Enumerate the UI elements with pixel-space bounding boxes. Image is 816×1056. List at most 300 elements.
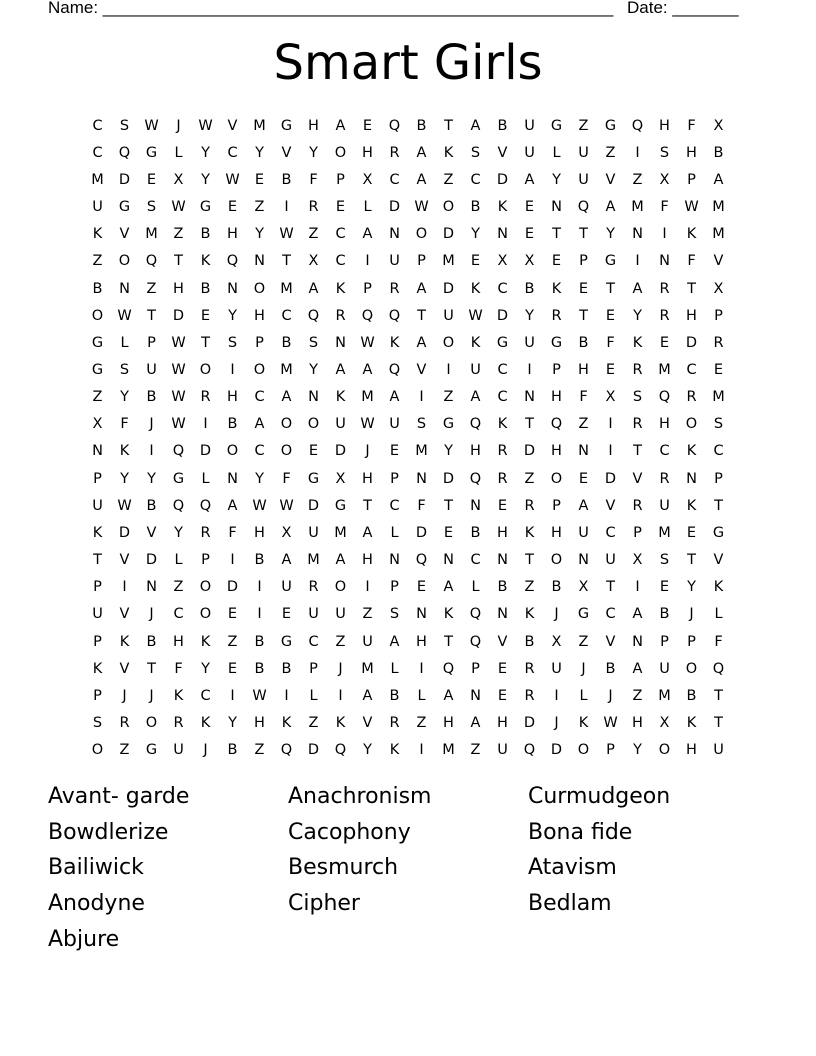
grid-letter[interactable]: G <box>712 524 725 541</box>
grid-letter[interactable]: M <box>442 253 455 270</box>
grid-letter[interactable]: K <box>119 633 130 650</box>
grid-letter[interactable]: E <box>362 117 373 134</box>
grid-letter[interactable]: W <box>252 687 267 704</box>
grid-letter[interactable]: Z <box>632 687 643 704</box>
grid-letter[interactable]: P <box>687 171 696 188</box>
grid-letter[interactable]: T <box>444 633 453 650</box>
grid-letter[interactable]: W <box>171 361 186 378</box>
grid-letter[interactable]: V <box>119 226 130 243</box>
grid-letter[interactable]: U <box>659 660 670 677</box>
grid-letter[interactable]: D <box>307 742 320 759</box>
grid-letter[interactable]: C <box>713 443 724 460</box>
grid-letter[interactable]: K <box>578 715 589 732</box>
grid-letter[interactable]: I <box>230 687 235 704</box>
grid-letter[interactable]: A <box>335 361 346 378</box>
grid-letter[interactable]: I <box>365 253 370 270</box>
grid-letter[interactable]: R <box>497 443 508 460</box>
grid-letter[interactable]: C <box>497 361 508 378</box>
grid-letter[interactable]: P <box>390 579 399 596</box>
grid-letter[interactable]: X <box>659 171 670 188</box>
grid-letter[interactable]: E <box>335 199 346 216</box>
grid-letter[interactable]: T <box>147 307 156 324</box>
grid-letter[interactable]: I <box>554 687 559 704</box>
grid-letter[interactable]: K <box>551 280 562 297</box>
grid-letter[interactable]: D <box>307 497 320 514</box>
grid-letter[interactable]: E <box>227 199 238 216</box>
grid-letter[interactable]: O <box>685 660 698 677</box>
grid-letter[interactable]: H <box>551 443 562 460</box>
grid-letter[interactable]: M <box>712 199 725 216</box>
grid-letter[interactable]: O <box>91 742 104 759</box>
grid-letter[interactable]: U <box>497 742 508 759</box>
grid-letter[interactable]: L <box>120 334 129 351</box>
grid-letter[interactable]: U <box>308 606 319 623</box>
grid-letter[interactable]: I <box>284 199 289 216</box>
grid-letter[interactable]: H <box>551 389 562 406</box>
grid-letter[interactable]: M <box>307 552 320 569</box>
grid-letter[interactable]: F <box>579 389 588 406</box>
grid-letter[interactable]: R <box>389 280 400 297</box>
grid-letter[interactable]: B <box>281 334 292 351</box>
grid-letter[interactable]: Z <box>578 633 589 650</box>
grid-letter[interactable]: L <box>174 552 183 569</box>
grid-letter[interactable]: N <box>389 552 400 569</box>
grid-letter[interactable]: T <box>714 497 723 514</box>
grid-letter[interactable]: N <box>497 552 508 569</box>
grid-letter[interactable]: P <box>363 280 372 297</box>
grid-letter[interactable]: A <box>632 606 643 623</box>
grid-letter[interactable]: Z <box>119 742 130 759</box>
grid-letter[interactable]: U <box>281 579 292 596</box>
grid-letter[interactable]: Y <box>201 144 210 161</box>
grid-letter[interactable]: P <box>93 633 102 650</box>
grid-letter[interactable]: J <box>149 606 154 623</box>
grid-letter[interactable]: K <box>335 389 346 406</box>
grid-letter[interactable]: J <box>203 742 208 759</box>
grid-letter[interactable]: L <box>363 199 372 216</box>
grid-letter[interactable]: O <box>442 199 455 216</box>
grid-letter[interactable]: Y <box>201 171 210 188</box>
grid-letter[interactable]: B <box>281 171 292 188</box>
grid-letter[interactable]: J <box>122 687 127 704</box>
grid-letter[interactable]: S <box>632 389 643 406</box>
grid-letter[interactable]: T <box>93 552 102 569</box>
grid-letter[interactable]: Z <box>416 715 427 732</box>
grid-letter[interactable]: U <box>578 171 589 188</box>
grid-letter[interactable]: O <box>442 334 455 351</box>
grid-letter[interactable]: S <box>227 334 238 351</box>
grid-letter[interactable]: O <box>307 416 320 433</box>
grid-letter[interactable]: I <box>446 361 451 378</box>
grid-letter[interactable]: P <box>255 334 264 351</box>
grid-letter[interactable]: T <box>174 253 183 270</box>
grid-letter[interactable]: B <box>470 199 481 216</box>
grid-letter[interactable]: R <box>200 389 211 406</box>
grid-letter[interactable]: U <box>92 199 103 216</box>
grid-letter[interactable]: R <box>497 470 508 487</box>
grid-letter[interactable]: K <box>686 443 697 460</box>
grid-letter[interactable]: C <box>686 361 697 378</box>
grid-letter[interactable]: J <box>608 687 613 704</box>
grid-letter[interactable]: N <box>416 606 427 623</box>
grid-letter[interactable]: A <box>632 660 643 677</box>
grid-letter[interactable]: M <box>253 117 266 134</box>
grid-letter[interactable]: Z <box>443 389 454 406</box>
grid-letter[interactable]: O <box>658 742 671 759</box>
grid-letter[interactable]: P <box>147 334 156 351</box>
grid-letter[interactable]: E <box>578 470 589 487</box>
grid-letter[interactable]: E <box>200 307 211 324</box>
grid-letter[interactable]: U <box>173 742 184 759</box>
grid-letter[interactable]: Y <box>471 226 480 243</box>
grid-letter[interactable]: K <box>200 715 211 732</box>
grid-letter[interactable]: K <box>389 334 400 351</box>
grid-letter[interactable]: I <box>122 579 127 596</box>
grid-letter[interactable]: K <box>200 633 211 650</box>
grid-letter[interactable]: Z <box>173 226 184 243</box>
grid-letter[interactable]: W <box>414 199 429 216</box>
grid-letter[interactable]: W <box>117 307 132 324</box>
grid-letter[interactable]: V <box>119 552 130 569</box>
grid-letter[interactable]: B <box>551 579 562 596</box>
grid-letter[interactable]: K <box>524 606 535 623</box>
grid-letter[interactable]: B <box>146 389 157 406</box>
grid-letter[interactable]: U <box>524 334 535 351</box>
grid-letter[interactable]: I <box>635 253 640 270</box>
grid-letter[interactable]: K <box>92 524 103 541</box>
grid-letter[interactable]: N <box>551 199 562 216</box>
grid-letter[interactable]: P <box>552 497 561 514</box>
grid-letter[interactable]: T <box>147 660 156 677</box>
grid-letter[interactable]: L <box>174 144 183 161</box>
grid-letter[interactable]: V <box>605 171 616 188</box>
grid-letter[interactable]: B <box>227 416 238 433</box>
grid-letter[interactable]: K <box>119 443 130 460</box>
grid-letter[interactable]: D <box>604 470 617 487</box>
grid-letter[interactable]: Q <box>550 416 563 433</box>
grid-letter[interactable]: Z <box>173 579 184 596</box>
grid-letter[interactable]: U <box>335 416 346 433</box>
grid-letter[interactable]: W <box>279 226 294 243</box>
grid-letter[interactable]: H <box>497 524 508 541</box>
grid-letter[interactable]: Y <box>174 524 183 541</box>
grid-letter[interactable]: O <box>226 443 239 460</box>
grid-letter[interactable]: N <box>497 226 508 243</box>
grid-letter[interactable]: C <box>92 117 103 134</box>
grid-letter[interactable]: R <box>632 416 643 433</box>
grid-letter[interactable]: I <box>608 416 613 433</box>
grid-letter[interactable]: C <box>335 253 346 270</box>
grid-letter[interactable]: M <box>631 199 644 216</box>
grid-letter[interactable]: D <box>199 443 212 460</box>
grid-letter[interactable]: H <box>173 633 184 650</box>
grid-letter[interactable]: Z <box>254 199 265 216</box>
grid-letter[interactable]: O <box>577 742 590 759</box>
grid-letter[interactable]: H <box>362 470 373 487</box>
grid-letter[interactable]: D <box>388 199 401 216</box>
grid-letter[interactable]: E <box>551 253 562 270</box>
grid-letter[interactable]: K <box>173 687 184 704</box>
grid-letter[interactable]: E <box>227 606 238 623</box>
grid-letter[interactable]: V <box>632 470 643 487</box>
grid-letter[interactable]: Z <box>524 579 535 596</box>
grid-letter[interactable]: C <box>497 389 508 406</box>
grid-letter[interactable]: E <box>659 334 670 351</box>
grid-letter[interactable]: I <box>662 226 667 243</box>
grid-letter[interactable]: Z <box>470 742 481 759</box>
grid-letter[interactable]: A <box>362 687 373 704</box>
grid-letter[interactable]: D <box>145 552 158 569</box>
grid-letter[interactable]: H <box>254 524 265 541</box>
grid-letter[interactable]: F <box>282 470 291 487</box>
grid-letter[interactable]: M <box>361 660 374 677</box>
grid-letter[interactable]: J <box>176 117 181 134</box>
grid-letter[interactable]: Y <box>633 307 642 324</box>
grid-letter[interactable]: R <box>335 307 346 324</box>
grid-letter[interactable]: S <box>470 144 481 161</box>
grid-letter[interactable]: X <box>659 715 670 732</box>
grid-letter[interactable]: E <box>578 280 589 297</box>
grid-letter[interactable]: R <box>551 307 562 324</box>
grid-letter[interactable]: Z <box>362 606 373 623</box>
grid-letter[interactable]: O <box>334 579 347 596</box>
grid-letter[interactable]: D <box>442 226 455 243</box>
grid-letter[interactable]: O <box>550 470 563 487</box>
grid-letter[interactable]: S <box>92 715 103 732</box>
grid-letter[interactable]: X <box>605 389 616 406</box>
grid-letter[interactable]: S <box>119 361 130 378</box>
grid-letter[interactable]: S <box>119 117 130 134</box>
grid-letter[interactable]: X <box>92 416 103 433</box>
grid-letter[interactable]: Q <box>658 389 671 406</box>
grid-letter[interactable]: K <box>92 226 103 243</box>
grid-letter[interactable]: I <box>527 361 532 378</box>
grid-letter[interactable]: H <box>659 117 670 134</box>
grid-letter[interactable]: H <box>551 524 562 541</box>
grid-letter[interactable]: M <box>658 687 671 704</box>
grid-letter[interactable]: Z <box>308 226 319 243</box>
grid-letter[interactable]: G <box>91 361 104 378</box>
grid-letter[interactable]: E <box>146 171 157 188</box>
grid-letter[interactable]: K <box>524 524 535 541</box>
grid-letter[interactable]: B <box>497 117 508 134</box>
grid-letter[interactable]: O <box>550 552 563 569</box>
grid-letter[interactable]: W <box>171 389 186 406</box>
grid-letter[interactable]: Q <box>523 742 536 759</box>
grid-letter[interactable]: E <box>389 443 400 460</box>
grid-letter[interactable]: Q <box>334 742 347 759</box>
grid-letter[interactable]: E <box>497 660 508 677</box>
grid-letter[interactable]: F <box>417 497 426 514</box>
grid-letter[interactable]: R <box>659 307 670 324</box>
grid-letter[interactable]: Q <box>388 361 401 378</box>
grid-letter[interactable]: W <box>171 199 186 216</box>
grid-letter[interactable]: N <box>578 443 589 460</box>
grid-letter[interactable]: G <box>577 606 590 623</box>
grid-letter[interactable]: Z <box>578 416 589 433</box>
grid-letter[interactable]: O <box>253 280 266 297</box>
grid-letter[interactable]: W <box>117 497 132 514</box>
grid-letter[interactable]: Y <box>255 470 264 487</box>
grid-letter[interactable]: V <box>119 660 130 677</box>
grid-letter[interactable]: I <box>338 687 343 704</box>
grid-letter[interactable]: E <box>605 307 616 324</box>
grid-letter[interactable]: Z <box>146 280 157 297</box>
grid-letter[interactable]: T <box>687 280 696 297</box>
grid-letter[interactable]: P <box>417 253 426 270</box>
grid-letter[interactable]: H <box>632 715 643 732</box>
grid-letter[interactable]: H <box>470 443 481 460</box>
grid-letter[interactable]: M <box>658 361 671 378</box>
grid-letter[interactable]: G <box>442 416 455 433</box>
grid-letter[interactable]: A <box>605 199 616 216</box>
grid-letter[interactable]: L <box>714 606 723 623</box>
grid-letter[interactable]: N <box>578 552 589 569</box>
grid-letter[interactable]: H <box>497 715 508 732</box>
grid-letter[interactable]: A <box>470 715 481 732</box>
grid-letter[interactable]: G <box>334 497 347 514</box>
grid-letter[interactable]: M <box>712 226 725 243</box>
grid-letter[interactable]: B <box>146 497 157 514</box>
grid-letter[interactable]: M <box>658 524 671 541</box>
grid-letter[interactable]: Y <box>120 470 129 487</box>
grid-letter[interactable]: Z <box>335 633 346 650</box>
grid-letter[interactable]: B <box>524 633 535 650</box>
grid-letter[interactable]: R <box>632 361 643 378</box>
grid-letter[interactable]: Q <box>442 660 455 677</box>
grid-letter[interactable]: R <box>659 470 670 487</box>
grid-letter[interactable]: Z <box>92 253 103 270</box>
grid-letter[interactable]: U <box>524 144 535 161</box>
grid-letter[interactable]: A <box>227 497 238 514</box>
grid-letter[interactable]: X <box>524 253 535 270</box>
grid-letter[interactable]: T <box>201 334 210 351</box>
grid-letter[interactable]: B <box>254 660 265 677</box>
grid-letter[interactable]: R <box>308 579 319 596</box>
grid-letter[interactable]: N <box>146 579 157 596</box>
grid-letter[interactable]: L <box>390 524 399 541</box>
grid-letter[interactable]: A <box>416 144 427 161</box>
grid-letter[interactable]: E <box>605 361 616 378</box>
grid-letter[interactable]: Y <box>147 470 156 487</box>
grid-letter[interactable]: Y <box>228 307 237 324</box>
grid-letter[interactable]: K <box>443 144 454 161</box>
grid-letter[interactable]: C <box>173 606 184 623</box>
grid-letter[interactable]: O <box>91 307 104 324</box>
grid-letter[interactable]: B <box>578 334 589 351</box>
grid-letter[interactable]: B <box>146 633 157 650</box>
grid-letter[interactable]: Q <box>145 253 158 270</box>
grid-letter[interactable]: E <box>254 171 265 188</box>
grid-letter[interactable]: X <box>497 253 508 270</box>
grid-letter[interactable]: U <box>443 307 454 324</box>
grid-letter[interactable]: Z <box>632 171 643 188</box>
grid-letter[interactable]: I <box>419 389 424 406</box>
grid-letter[interactable]: A <box>632 280 643 297</box>
grid-letter[interactable]: N <box>659 253 670 270</box>
grid-letter[interactable]: V <box>605 633 616 650</box>
grid-letter[interactable]: P <box>687 633 696 650</box>
grid-letter[interactable]: E <box>470 253 481 270</box>
grid-letter[interactable]: I <box>419 660 424 677</box>
grid-letter[interactable]: C <box>92 144 103 161</box>
grid-letter[interactable]: M <box>712 389 725 406</box>
grid-letter[interactable]: T <box>525 416 534 433</box>
grid-letter[interactable]: K <box>686 226 697 243</box>
grid-letter[interactable]: X <box>713 117 724 134</box>
grid-letter[interactable]: P <box>633 524 642 541</box>
grid-letter[interactable]: J <box>338 660 343 677</box>
grid-letter[interactable]: K <box>686 715 697 732</box>
grid-letter[interactable]: K <box>497 416 508 433</box>
grid-letter[interactable]: K <box>443 606 454 623</box>
grid-letter[interactable]: M <box>91 171 104 188</box>
grid-letter[interactable]: A <box>389 389 400 406</box>
grid-letter[interactable]: I <box>257 579 262 596</box>
grid-letter[interactable]: I <box>149 443 154 460</box>
grid-letter[interactable]: E <box>227 660 238 677</box>
grid-letter[interactable]: Q <box>361 307 374 324</box>
grid-letter[interactable]: P <box>471 660 480 677</box>
grid-letter[interactable]: A <box>524 171 535 188</box>
grid-letter[interactable]: A <box>443 687 454 704</box>
grid-letter[interactable]: H <box>227 226 238 243</box>
grid-letter[interactable]: R <box>173 715 184 732</box>
grid-letter[interactable]: P <box>93 470 102 487</box>
grid-letter[interactable]: B <box>200 226 211 243</box>
grid-letter[interactable]: M <box>415 443 428 460</box>
grid-letter[interactable]: N <box>389 226 400 243</box>
grid-letter[interactable]: Z <box>227 633 238 650</box>
grid-letter[interactable]: W <box>225 171 240 188</box>
grid-letter[interactable]: D <box>550 742 563 759</box>
grid-letter[interactable]: A <box>578 497 589 514</box>
grid-letter[interactable]: F <box>687 117 696 134</box>
grid-letter[interactable]: P <box>552 361 561 378</box>
grid-letter[interactable]: J <box>554 715 559 732</box>
grid-letter[interactable]: D <box>442 470 455 487</box>
grid-letter[interactable]: Y <box>201 660 210 677</box>
grid-letter[interactable]: B <box>605 660 616 677</box>
grid-letter[interactable]: U <box>92 497 103 514</box>
grid-letter[interactable]: U <box>389 416 400 433</box>
grid-letter[interactable]: W <box>252 497 267 514</box>
grid-letter[interactable]: I <box>203 416 208 433</box>
grid-letter[interactable]: E <box>686 524 697 541</box>
grid-letter[interactable]: N <box>119 280 130 297</box>
grid-letter[interactable]: S <box>389 606 400 623</box>
grid-letter[interactable]: G <box>307 470 320 487</box>
grid-letter[interactable]: T <box>714 715 723 732</box>
grid-letter[interactable]: H <box>578 361 589 378</box>
grid-letter[interactable]: S <box>146 199 157 216</box>
grid-letter[interactable]: B <box>470 524 481 541</box>
grid-letter[interactable]: W <box>279 497 294 514</box>
grid-letter[interactable]: C <box>281 307 292 324</box>
grid-letter[interactable]: N <box>308 389 319 406</box>
grid-letter[interactable]: U <box>362 633 373 650</box>
grid-letter[interactable]: I <box>230 361 235 378</box>
grid-letter[interactable]: D <box>118 171 131 188</box>
grid-letter[interactable]: B <box>713 144 724 161</box>
grid-letter[interactable]: Q <box>712 660 725 677</box>
grid-letter[interactable]: J <box>365 443 370 460</box>
grid-letter[interactable]: H <box>254 715 265 732</box>
grid-letter[interactable]: L <box>201 470 210 487</box>
grid-letter[interactable]: I <box>635 579 640 596</box>
grid-letter[interactable]: Y <box>606 226 615 243</box>
grid-letter[interactable]: C <box>605 524 616 541</box>
